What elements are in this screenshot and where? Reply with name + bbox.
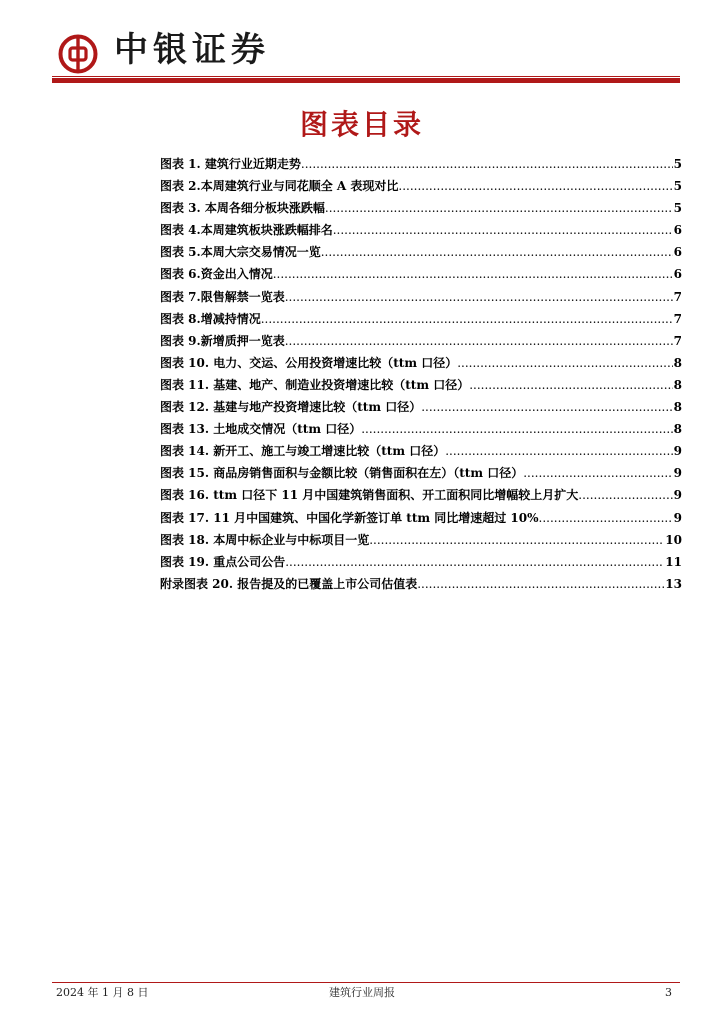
toc-entry-page: 6 [673,267,682,282]
toc-entry-label: 图表 2.本周建筑行业与同花顺全 A 表现对比 [160,179,399,194]
toc-entry-label: 图表 3. 本周各细分板块涨跌幅 [160,201,325,216]
toc-dot-leader [469,374,672,396]
toc-entry-page: 8 [673,377,682,392]
toc-entry[interactable] [160,153,682,175]
toc-entry-page: 7 [673,311,682,326]
toc-entry[interactable] [160,507,682,529]
header-divider-thin [52,76,680,77]
toc-dot-leader [539,507,673,529]
toc-entry-page: 8 [673,422,682,437]
toc-entry[interactable] [160,573,682,595]
toc-entry-page: 9 [673,488,682,503]
toc-entry-page: 6 [673,223,682,238]
toc-entry-label: 图表 1. 建筑行业近期走势 [160,157,301,171]
toc-dot-leader [273,263,673,285]
toc-dot-leader [369,529,664,551]
toc-entry-page: 8 [673,355,682,370]
toc-entry-page: 7 [673,289,682,304]
toc-entry[interactable] [160,197,682,219]
toc-dot-leader [285,286,673,308]
toc-dot-leader [445,440,672,462]
toc-entry[interactable] [160,219,682,241]
footer-date: 2024 年 1 月 8 日 [56,986,149,999]
toc-entry[interactable] [160,352,682,374]
toc-entry[interactable] [160,440,682,462]
header-divider [52,78,680,83]
toc-dot-leader [301,153,673,175]
toc-entry-label: 图表 17. 11 月中国建筑、中国化学新签订单 ttm 同比增速超过 10% [160,510,539,525]
toc-dot-leader [333,219,673,241]
toc-entry-label: 图表 4.本周建筑板块涨跌幅排名 [160,223,333,238]
toc-dot-leader [421,396,672,418]
toc-entry-label: 图表 19. 重点公司公告 [160,554,286,569]
toc-entry[interactable] [160,263,682,285]
toc-entry-label: 附录图表 20. 报告提及的已覆盖上市公司估值表 [160,576,418,591]
toc-entry[interactable] [160,241,682,263]
toc-entry-page: 5 [673,179,682,194]
toc-entry[interactable] [160,418,682,440]
toc-entry-page: 9 [673,510,682,525]
toc-entry-page: 11 [665,554,682,569]
toc-entry[interactable] [160,175,682,197]
toc-entry-label: 图表 16. ttm 口径下 11 月中国建筑销售面积、开工面积同比增幅较上月扩大 [160,488,579,503]
toc-dot-leader [321,241,673,263]
toc-entry-page: 9 [673,466,682,481]
toc-entry-label: 图表 18. 本周中标企业与中标项目一览 [160,532,370,547]
toc-entry-label: 图表 11. 基建、地产、制造业投资增速比较（ttm 口径） [160,377,470,392]
toc-entry-label: 图表 6.资金出入情况 [160,267,273,282]
footer-report-name: 建筑行业周报 [329,986,395,999]
toc-entry-page: 7 [673,333,682,348]
toc-dot-leader [398,175,672,197]
toc-dot-leader [578,484,672,506]
footer-divider [52,982,680,983]
toc-entry[interactable] [160,529,682,551]
page-title: 图表目录 [299,108,424,141]
toc-entry[interactable] [160,462,682,484]
toc-dot-leader [285,330,673,352]
toc-entry-page: 9 [673,444,682,459]
toc-dot-leader [523,462,672,484]
toc-dot-leader [417,573,664,595]
table-of-figures [160,153,682,595]
toc-entry-label: 图表 5.本周大宗交易情况一览 [160,245,321,260]
toc-dot-leader [285,551,664,573]
toc-entry-label: 图表 14. 新开工、施工与竣工增速比较（ttm 口径） [160,444,446,459]
toc-entry[interactable] [160,330,682,352]
brand-name: 中银证券 [114,30,270,70]
toc-entry-label: 图表 15. 商品房销售面积与金额比较（销售面积在左）（ttm 口径） [160,466,524,481]
toc-entry-label: 图表 7.限售解禁一览表 [160,289,285,304]
page-header [0,0,724,90]
toc-entry-label: 图表 9.新增质押一览表 [160,333,285,348]
toc-entry-page: 13 [665,576,682,591]
toc-dot-leader [325,197,673,219]
footer-page-number: 3 [665,986,672,999]
toc-entry-page: 6 [673,245,682,260]
toc-entry[interactable] [160,484,682,506]
toc-entry[interactable] [160,374,682,396]
toc-dot-leader [457,352,672,374]
toc-entry-label: 图表 10. 电力、交运、公用投资增速比较（ttm 口径） [160,355,458,370]
toc-entry-label: 图表 13. 土地成交情况（ttm 口径） [160,422,362,437]
toc-entry-label: 图表 8.增减持情况 [160,311,261,326]
toc-entry[interactable] [160,286,682,308]
toc-entry-page: 5 [673,201,682,216]
toc-dot-leader [361,418,672,440]
toc-entry-page: 5 [673,157,682,171]
toc-entry[interactable] [160,308,682,330]
toc-entry[interactable] [160,396,682,418]
toc-entry-page: 10 [665,532,682,547]
toc-entry-page: 8 [673,400,682,415]
bank-of-china-logo-icon [58,34,98,74]
toc-entry-label: 图表 12. 基建与地产投资增速比较（ttm 口径） [160,400,422,415]
toc-entry[interactable] [160,551,682,573]
toc-dot-leader [261,308,673,330]
